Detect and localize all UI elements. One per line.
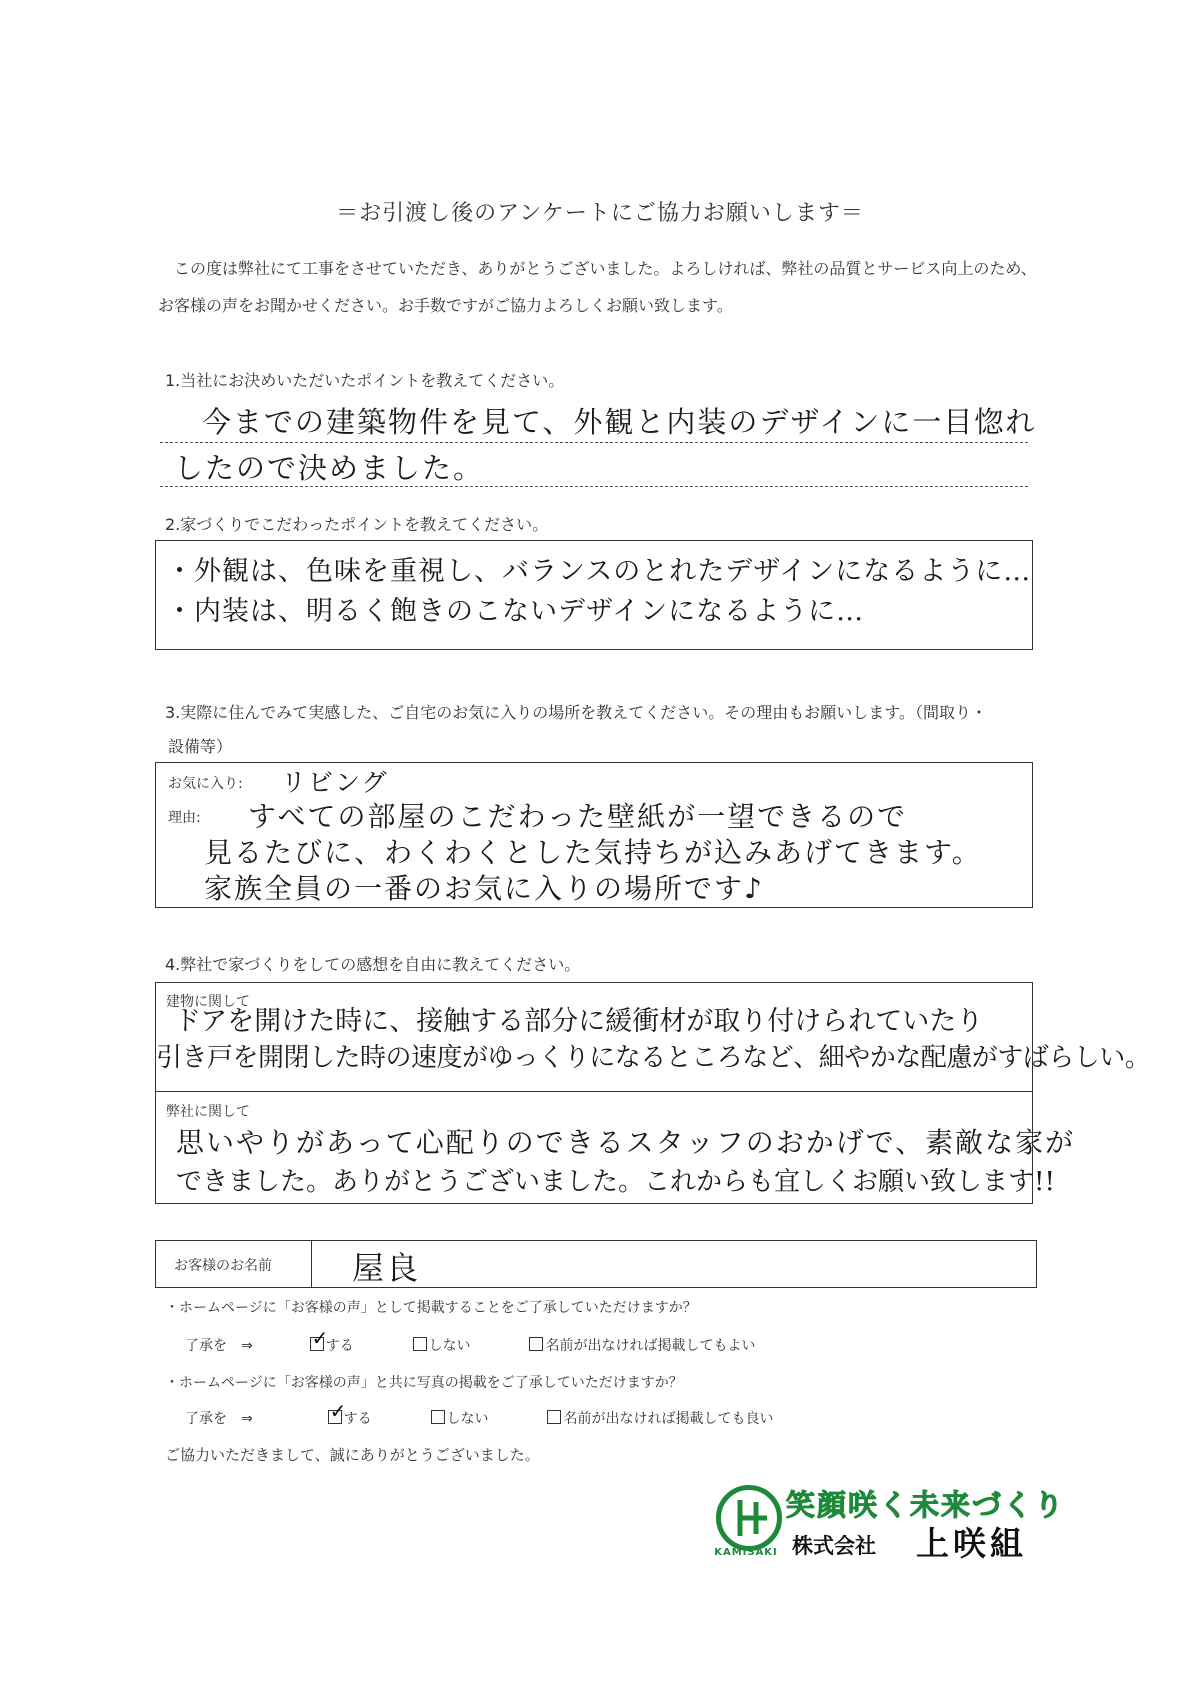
consent-2-option-yes: する <box>343 1411 372 1427</box>
answer-1-text-1: 今までの建築物件を見て、外観と内装のデザインに一目惚れ <box>202 405 1037 439</box>
building-text-1: ドアを開けた時に、接触する部分に緩衝材が取り付けられていたり <box>174 1006 984 1037</box>
consent-1-prefix: 了承を ⇒ <box>185 1338 253 1354</box>
customer-name-label: お客様のお名前 <box>174 1258 272 1274</box>
consent-1-checkbox-anonymous <box>529 1337 543 1351</box>
consent-2-checkbox-no <box>431 1410 445 1424</box>
reason-text-2: 見るたびに、わくわくとした気持ちが込みあげてきます。 <box>204 836 982 869</box>
question-3-label-2: 設備等） <box>168 737 233 756</box>
company-name: 上咲組 <box>916 1524 1027 1563</box>
consent-1-option-yes: する <box>325 1338 354 1354</box>
consent-1-checkbox-yes <box>310 1337 324 1351</box>
answer-1-line-1 <box>160 398 1037 443</box>
survey-title: ＝お引渡し後のアンケートにご協力お願いします＝ <box>336 201 864 226</box>
consent-2-checkbox-yes <box>328 1410 342 1424</box>
reason-label: 理由: <box>168 810 201 826</box>
company-text-2: できました。ありがとうございました。これからも宜しくお願い致します!! <box>176 1167 1055 1197</box>
customer-name-value: 屋良 <box>352 1249 421 1287</box>
answer-4-box <box>155 982 1151 1204</box>
answer-3-box <box>155 762 1033 908</box>
thanks-text: ご協力いただきまして、誠にありがとうございました。 <box>165 1446 540 1464</box>
answer-2-box <box>155 540 1033 650</box>
question-1-label: 1.当社にお決めいただいたポイントを教えてください。 <box>165 371 565 390</box>
consent-2-option-anonymous: 名前が出なければ掲載しても良い <box>563 1411 774 1427</box>
reason-text-1: すべての部屋のこだわった壁紙が一望できるので <box>248 800 908 833</box>
consent-2-options <box>185 1408 773 1428</box>
consent-1-checkbox-no <box>413 1337 427 1351</box>
question-2-label: 2.家づくりでこだわったポイントを教えてください。 <box>165 515 549 534</box>
company-slogan: 笑顔咲く未来づくり <box>786 1488 1066 1522</box>
logo-caption: KAMISAKI <box>714 1547 778 1558</box>
consent-2-option-no: しない <box>446 1411 489 1427</box>
favorite-label: お気に入り: <box>168 776 243 792</box>
answer-2-text-2: ・内装は、明るく飽きのこないデザインになるように… <box>166 596 865 627</box>
consent-1-option-anonymous: 名前が出なければ掲載してもよい <box>545 1338 756 1354</box>
answer-1-text-2: したので決めました。 <box>174 451 485 485</box>
favorite-value: リビング <box>281 768 389 797</box>
consent-2-checkbox-anonymous <box>547 1410 561 1424</box>
building-label: 建物に関して <box>166 994 250 1010</box>
question-4-label: 4.弊社で家づくりをしての感想を自由に教えてください。 <box>165 955 581 974</box>
consent-2-question: ・ホームページに「お客様の声」と共に写真の掲載をご了承していただけますか？ <box>165 1375 683 1391</box>
intro-text: この度は弊社にて工事をさせていただき、ありがとうございました。よろしければ、弊社の品質とサービス向上のため、お客様の声をお聞かせください。お手数ですがご協力よろしくお願い致します。 <box>158 259 1037 315</box>
answer-1-line-2 <box>160 442 1028 487</box>
company-type: 株式会社 <box>792 1534 876 1558</box>
consent-1-question: ・ホームページに「お客様の声」として掲載することをご了承していただけますか？ <box>165 1300 697 1316</box>
company-text-1: 思いやりがあって心配りのできるスタッフのおかげで、素敵な家が <box>176 1126 1076 1159</box>
consent-1-option-no: しない <box>428 1338 471 1354</box>
answer-2-text-1: ・外観は、色味を重視し、バランスのとれたデザインになるように… <box>166 556 1032 587</box>
answer-4-divider <box>156 1091 1032 1092</box>
customer-name-field <box>155 1240 1037 1288</box>
consent-2-prefix: 了承を ⇒ <box>185 1411 253 1427</box>
reason-text-3: 家族全員の一番のお気に入りの場所です♪ <box>204 872 764 905</box>
company-label: 弊社に関して <box>166 1104 250 1120</box>
consent-1-options <box>185 1335 755 1355</box>
company-logo-icon <box>716 1485 782 1551</box>
building-text-2: 引き戸を開閉した時の速度がゆっくりになるところなど、細やかな配慮がすばらしい。 <box>156 1043 1151 1073</box>
question-3-label-1: 3.実際に住んでみて実感した、ご自宅のお気に入りの場所を教えてください。その理由もお願いします。（間取り・ <box>165 703 987 722</box>
name-field-divider <box>311 1241 312 1287</box>
